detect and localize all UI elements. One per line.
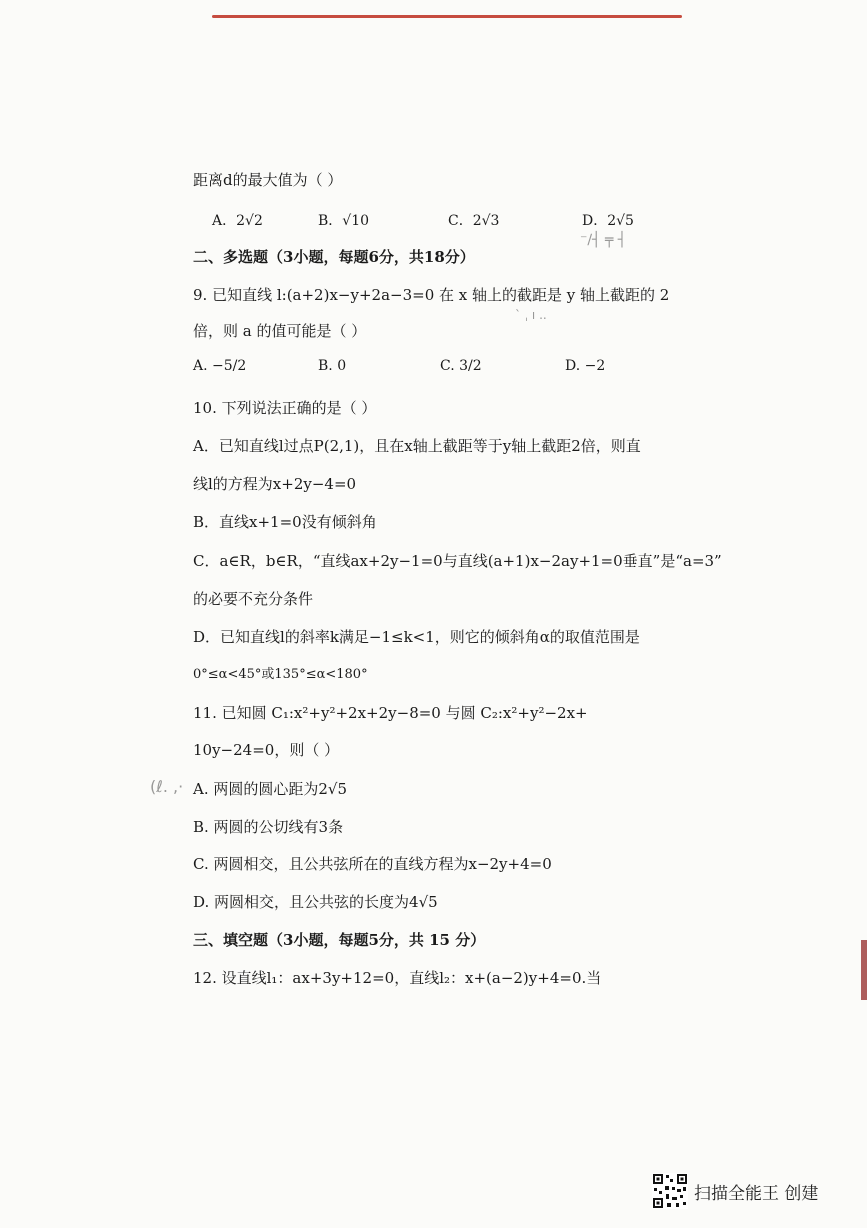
q11-line1: 11. 已知圆 C₁:x²+y²+2x+2y−8=0 与圆 C₂:x²+y²−2x+	[193, 704, 588, 722]
q11-option-b: B. 两圆的公切线有3条	[193, 818, 344, 836]
q10-option-a-line1: A．已知直线l过点P(2,1)，且在x轴上截距等于y轴上截距2倍，则直	[193, 437, 641, 455]
q10-option-c-line1: C．a∈R，b∈R，“直线ax+2y−1=0与直线(a+1)x−2ay+1=0垂直”是“a=3”	[193, 552, 722, 570]
q10-option-c-line2: 的必要不充分条件	[193, 590, 314, 608]
q8-option-d: D．2√5	[582, 213, 634, 229]
watermark-text: 扫描全能王 创建	[694, 1183, 819, 1204]
q8-stem-tail: 距离d的最大值为（ ）	[193, 171, 343, 189]
q10-option-d-line2: 0°≤α<45°或135°≤α<180°	[193, 667, 368, 682]
q8-option-c: C．2√3	[448, 213, 500, 229]
q9-option-d: D. −2	[565, 358, 606, 374]
q8-option-b: B．√10	[318, 213, 370, 229]
q9-line2: 倍，则 a 的值可能是（ ）	[193, 322, 367, 340]
q9-option-a: A. −5/2	[193, 358, 247, 374]
q10-option-b: B．直线x+1=0没有倾斜角	[193, 513, 377, 531]
section3-title: 三、填空题（3小题，每题5分，共 15 分）	[193, 931, 486, 949]
q11-option-a: A. 两圆的圆心距为2√5	[193, 780, 348, 798]
qr-code-icon	[652, 1173, 688, 1209]
q12-line1: 12. 设直线l₁：ax+3y+12=0，直线l₂：x+(a−2)y+4=0.当	[193, 969, 602, 987]
handwritten-mark: (ℓ. ,·	[150, 777, 184, 796]
q8-option-a: A．2√2	[212, 213, 263, 229]
q11-option-d: D. 两圆相交，且公共弦的长度为4√5	[193, 893, 438, 911]
q9-option-b: B. 0	[318, 358, 347, 374]
q9-line1: 9. 已知直线 l:(a+2)x−y+2a−3=0 在 x 轴上的截距是 y 轴上截距的 2	[193, 286, 670, 304]
page-edge-mark	[861, 940, 867, 1000]
handwritten-mark: ` ˌ ı ..	[515, 308, 547, 322]
handwritten-mark: ⁻∕┤ ╤ ┤	[580, 232, 627, 248]
scanner-watermark	[652, 1172, 818, 1210]
q11-line2: 10y−24=0，则（ ）	[193, 741, 340, 759]
top-red-rule	[212, 15, 682, 18]
q10-stem: 10. 下列说法正确的是（ ）	[193, 399, 377, 417]
section2-title: 二、多选题（3小题，每题6分，共18分）	[193, 248, 475, 266]
q10-option-d-line1: D．已知直线l的斜率k满足−1≤k<1，则它的倾斜角α的取值范围是	[193, 628, 640, 646]
q10-option-a-line2: 线l的方程为x+2y−4=0	[193, 475, 357, 493]
q11-option-c: C. 两圆相交，且公共弦所在的直线方程为x−2y+4=0	[193, 855, 552, 873]
q9-option-c: C. 3/2	[440, 358, 482, 374]
